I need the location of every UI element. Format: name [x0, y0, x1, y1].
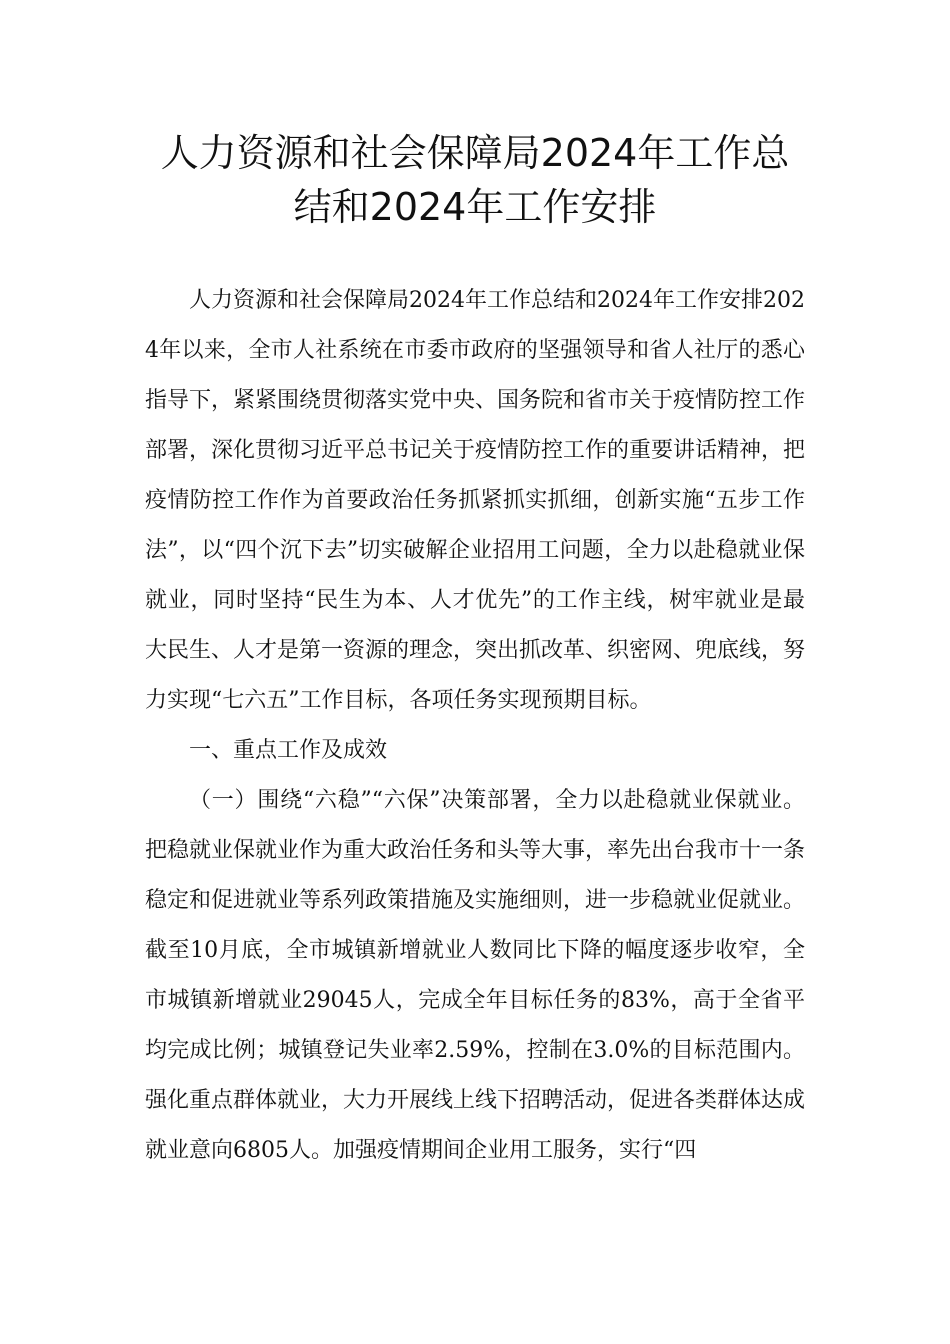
paragraph-intro: 人力资源和社会保障局2024年工作总结和2024年工作安排2024年以来，全市人社系统在市委市政府的坚强领导和省人社厅的悉心指导下，紧紧围绕贯彻落实党中央、国务院和省市关于疫情防控工作部署，深化贯彻习近平总书记关于疫情防控工作的重要讲话精神，把疫情防控工作作为首要政治任务抓紧抓实抓细，创新实施“五步工作法”，以“四个沉下去”切实破解企业招用工问题，全力以赴稳就业保就业，同时坚持“民生为本、人才优先”的工作主线，树牢就业是最大民生、人才是第一资源的理念，突出抓改革、织密网、兜底线，努力实现“七六五”工作目标，各项任务实现预期目标。: [145, 288, 806, 713]
title-line-2: 结和2024年工作安排: [293, 185, 657, 229]
document-title: [145, 126, 805, 234]
document-body: [145, 276, 805, 1176]
title-line-1: 人力资源和社会保障局2024年工作总: [160, 131, 790, 175]
section-heading-key-work: 一、重点工作及成效: [189, 738, 388, 763]
paragraph-employment: （一）围绕“六稳”“六保”决策部署，全力以赴稳就业保就业。把稳就业保就业作为重大政治任务和头等大事，率先出台我市十一条稳定和促进就业等系列政策措施及实施细则，进一步稳就业促就业。截至10月底，全市城镇新增就业人数同比下降的幅度逐步收窄，全市城镇新增就业29045人，完成全年目标任务的83%，高于全省平均完成比例；城镇登记失业率2.59%，控制在3.0%的目标范围内。强化重点群体就业，大力开展线上线下招聘活动，促进各类群体达成就业意向6805人。加强疫情期间企业用工服务，实行“四: [145, 788, 806, 1163]
